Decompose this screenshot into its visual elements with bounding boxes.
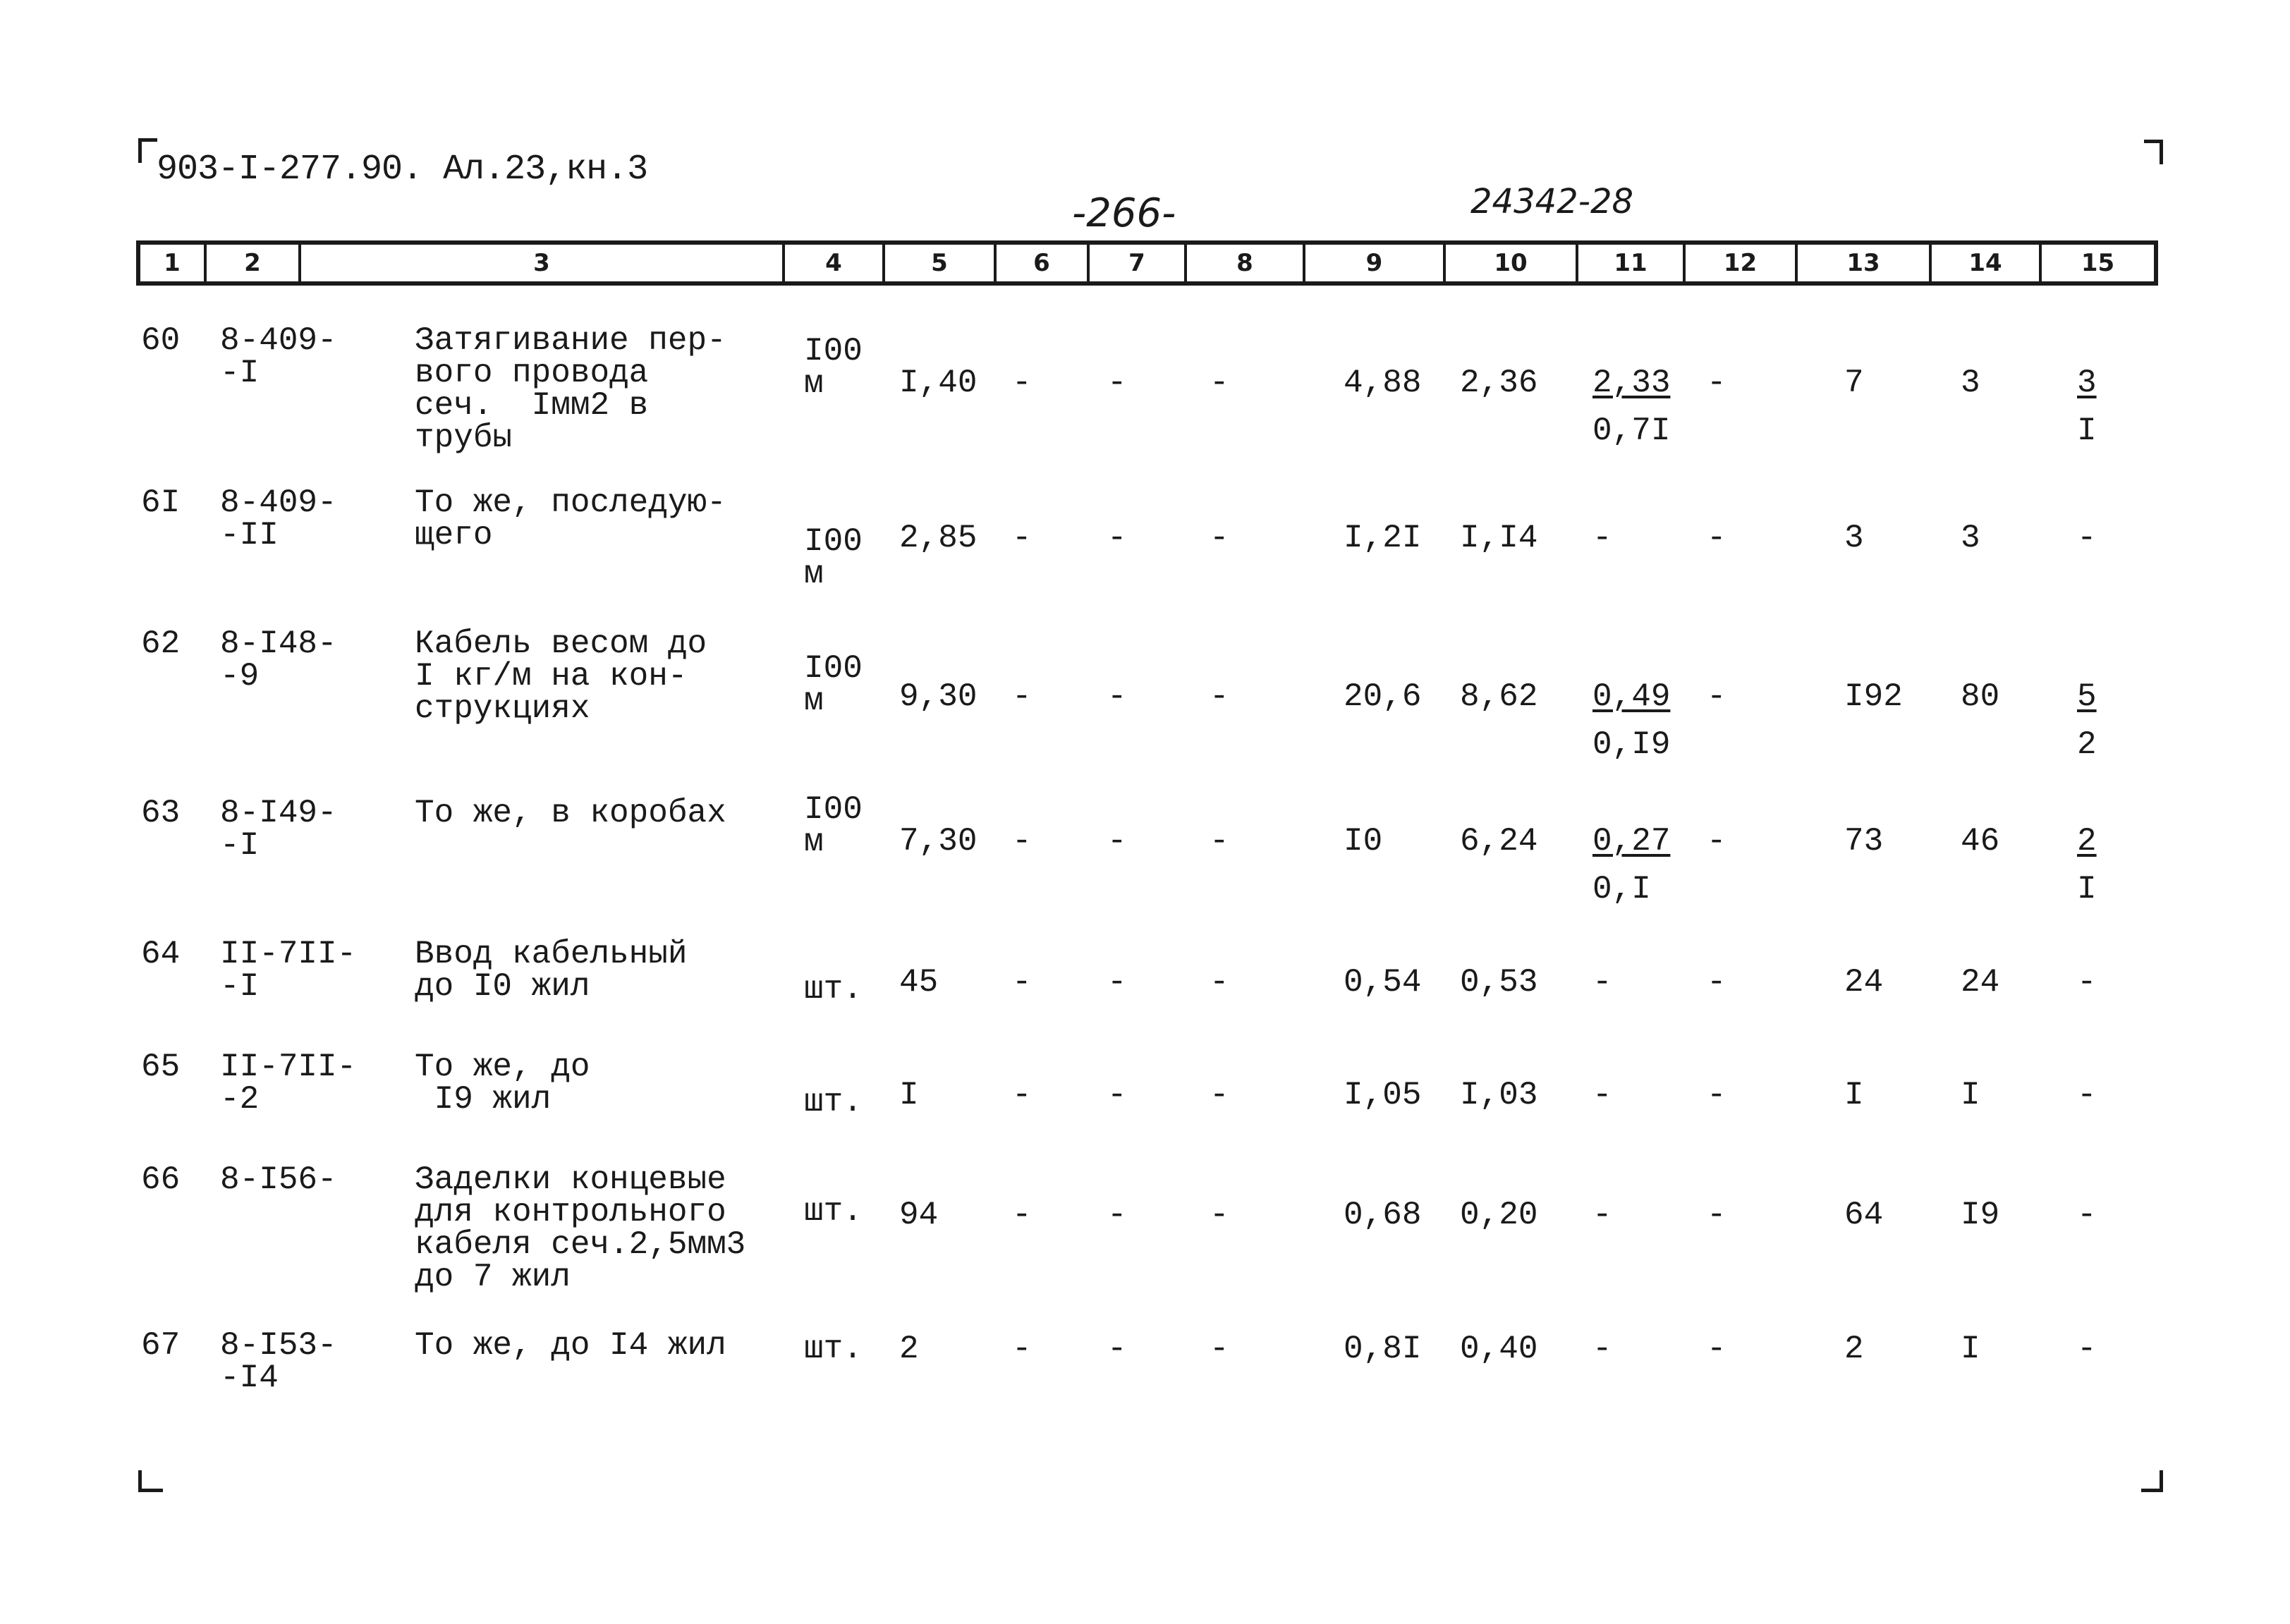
col8-value: - [1210,365,1229,401]
col9-value: 4,88 [1344,365,1422,401]
unit-of-measure: шт. [804,1084,863,1121]
rate-code: II-7II- -I [220,936,357,1005]
col9-value: 0,8I [1344,1331,1422,1367]
col13-value: 24 [1844,964,1884,1001]
col10-value: 2,36 [1460,365,1538,401]
col7-value: - [1107,1331,1127,1367]
corner-mark-bottom-right [2141,1470,2163,1492]
row-number: 64 [141,936,181,972]
col14-value: 3 [1961,520,1980,556]
row-number: 6I [141,484,181,521]
col14-value: 24 [1961,964,2000,1001]
column-header-8: 8 [1184,245,1303,281]
col14-value: I [1961,1331,1980,1367]
quantity-value: 2 [899,1331,919,1367]
col13-value: I [1844,1077,1864,1113]
col8-value: - [1210,964,1229,1001]
col9-value: I,2I [1344,520,1422,556]
column-header-12: 12 [1683,245,1795,281]
column-header-6: 6 [994,245,1087,281]
col7-value: - [1107,678,1127,715]
unit-of-measure: I00 м [804,650,863,719]
col12-value: - [1707,520,1726,556]
quantity-value: I [899,1077,919,1113]
quantity-value: 7,30 [899,823,977,860]
col8-value: - [1210,520,1229,556]
unit-of-measure: шт. [804,1193,863,1230]
work-description: То же, последую- щего [415,484,726,554]
col11-value: - [1592,1331,1612,1367]
col11-top-value: 0,49 [1592,678,1671,715]
unit-of-measure: I00 м [804,333,863,402]
col7-value: - [1107,520,1127,556]
col15-top-value: 2 [2077,823,2097,860]
column-header-10: 10 [1443,245,1576,281]
col15-bottom-value: I [2077,871,2097,908]
col12-value: - [1707,1331,1726,1367]
column-header-13: 13 [1795,245,1929,281]
page-number: -266- [1072,190,1176,236]
col6-value: - [1012,823,1032,860]
column-header-15: 15 [2039,245,2154,281]
column-header-7: 7 [1087,245,1184,281]
col12-value: - [1707,678,1726,715]
col15-top-value: 3 [2077,365,2097,401]
column-number-header [136,240,2158,286]
column-header-9: 9 [1303,245,1443,281]
col15-value: - [2077,1077,2097,1113]
col14-value: I9 [1961,1197,2000,1233]
column-header-11: 11 [1576,245,1683,281]
work-description: Кабель весом до I кг/м на кон- струкциях [415,625,707,727]
col7-value: - [1107,964,1127,1001]
col14-value: 80 [1961,678,2000,715]
col15-value: - [2077,1331,2097,1367]
column-header-14: 14 [1929,245,2039,281]
col11-value: - [1592,964,1612,1001]
column-header-1: 1 [164,249,181,277]
rate-code: II-7II- -2 [220,1049,357,1118]
col6-value: - [1012,1331,1032,1367]
corner-mark-bottom-left [138,1470,163,1492]
col9-value: 0,68 [1344,1197,1422,1233]
document-code: 903-I-277.90. Ал.23,кн.3 [157,149,648,190]
col6-value: - [1012,1197,1032,1233]
col8-value: - [1210,823,1229,860]
col13-value: 73 [1844,823,1884,860]
col10-value: 0,40 [1460,1331,1538,1367]
rate-code: 8-I53- -I4 [220,1327,337,1396]
col11-bottom-value: 0,7I [1592,413,1671,449]
corner-mark-top-right [2144,140,2163,164]
col14-value: 46 [1961,823,2000,860]
unit-of-measure: шт. [804,971,863,1008]
col11-bottom-value: 0,I [1592,871,1651,908]
unit-of-measure: шт. [804,1331,863,1367]
col10-value: 0,20 [1460,1197,1538,1233]
col15-value: - [2077,1197,2097,1233]
col7-value: - [1107,365,1127,401]
col10-value: I,03 [1460,1077,1538,1113]
col6-value: - [1012,678,1032,715]
column-header-5: 5 [882,245,994,281]
col6-value: - [1012,1077,1032,1113]
col9-value: I,05 [1344,1077,1422,1113]
col8-value: - [1210,1331,1229,1367]
row-number: 66 [141,1161,181,1198]
col9-value: I0 [1344,823,1383,860]
col12-value: - [1707,1197,1726,1233]
quantity-value: 45 [899,964,939,1001]
work-description: То же, до I4 жил [415,1327,726,1364]
col13-value: 2 [1844,1331,1864,1367]
col15-value: - [2077,520,2097,556]
col15-value: - [2077,964,2097,1001]
col9-value: 20,6 [1344,678,1422,715]
row-number: 65 [141,1049,181,1085]
unit-of-measure: I00 м [804,523,863,592]
col10-value: 6,24 [1460,823,1538,860]
col6-value: - [1012,964,1032,1001]
col11-value: - [1592,1077,1612,1113]
work-description: То же, в коробах [415,795,726,831]
corner-mark-top-left [138,138,157,163]
row-number: 63 [141,795,181,831]
col8-value: - [1210,1077,1229,1113]
work-description: Заделки концевые для контрольного кабеля сеч.2,5мм3 до 7 жил [415,1161,746,1295]
unit-of-measure: I00 м [804,791,863,860]
col13-value: 3 [1844,520,1864,556]
work-description: Затягивание пер- вого провода сеч. Iмм2 в трубы [415,322,726,456]
column-header-4: 4 [782,245,882,281]
column-header-2: 2 [204,245,298,281]
row-number: 62 [141,625,181,662]
col15-top-value: 5 [2077,678,2097,715]
rate-code: 8-409- -II [220,484,337,554]
rate-code: 8-I56- [220,1161,337,1198]
quantity-value: 94 [899,1197,939,1233]
col7-value: - [1107,823,1127,860]
col13-value: I92 [1844,678,1903,715]
col8-value: - [1210,678,1229,715]
col6-value: - [1012,365,1032,401]
col11-bottom-value: 0,I9 [1592,726,1671,763]
col14-value: I [1961,1077,1980,1113]
col13-value: 64 [1844,1197,1884,1233]
inventory-number: 24342-28 [1470,182,1634,221]
col12-value: - [1707,365,1726,401]
row-number: 60 [141,322,181,359]
col6-value: - [1012,520,1032,556]
col11-value: - [1592,520,1612,556]
column-header-3: 3 [298,245,782,281]
col9-value: 0,54 [1344,964,1422,1001]
col10-value: 8,62 [1460,678,1538,715]
col10-value: 0,53 [1460,964,1538,1001]
quantity-value: 9,30 [899,678,977,715]
col11-top-value: 2,33 [1592,365,1671,401]
col12-value: - [1707,1077,1726,1113]
col15-bottom-value: 2 [2077,726,2097,763]
rate-code: 8-I48- -9 [220,625,337,695]
rate-code: 8-I49- -I [220,795,337,864]
col7-value: - [1107,1077,1127,1113]
col15-bottom-value: I [2077,413,2097,449]
col8-value: - [1210,1197,1229,1233]
col7-value: - [1107,1197,1127,1233]
quantity-value: I,40 [899,365,977,401]
col12-value: - [1707,964,1726,1001]
col11-top-value: 0,27 [1592,823,1671,860]
row-number: 67 [141,1327,181,1364]
col10-value: I,I4 [1460,520,1538,556]
col13-value: 7 [1844,365,1864,401]
col11-value: - [1592,1197,1612,1233]
col12-value: - [1707,823,1726,860]
work-description: То же, до I9 жил [415,1049,590,1118]
rate-code: 8-409- -I [220,322,337,391]
col14-value: 3 [1961,365,1980,401]
quantity-value: 2,85 [899,520,977,556]
work-description: Ввод кабельный до I0 жил [415,936,688,1005]
